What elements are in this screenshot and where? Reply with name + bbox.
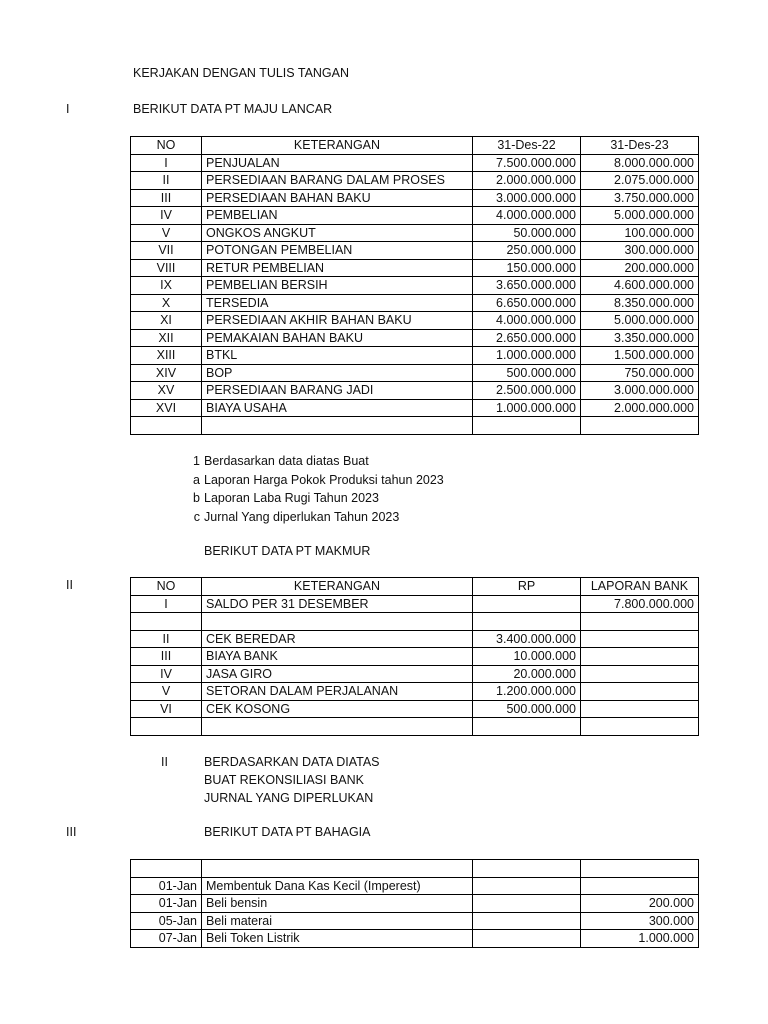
table-cell: X	[131, 294, 202, 312]
table-cell: 150.000.000	[473, 259, 581, 277]
table-cell: IX	[131, 277, 202, 295]
table-cell: 100.000.000	[581, 224, 699, 242]
table-cell: 10.000.000	[473, 648, 581, 666]
table-cell	[581, 877, 699, 895]
table-cell	[131, 860, 202, 878]
table-cell: 2.000.000.000	[473, 172, 581, 190]
table-cell: II	[131, 630, 202, 648]
section1-title: BERIKUT DATA PT MAJU LANCAR	[133, 102, 333, 116]
table-cell	[581, 648, 699, 666]
table-cell	[131, 613, 202, 631]
table-cell: 2.500.000.000	[473, 382, 581, 400]
table-cell	[581, 613, 699, 631]
table-cell	[473, 613, 581, 631]
table-row	[131, 347, 699, 365]
table-cell: XVI	[131, 399, 202, 417]
table-cell: 3.000.000.000	[581, 382, 699, 400]
table-makmur	[130, 577, 699, 736]
table-cell	[473, 718, 581, 736]
table-cell: 6.650.000.000	[473, 294, 581, 312]
table-row	[131, 364, 699, 382]
table-row	[131, 595, 699, 613]
table-row	[131, 312, 699, 330]
table-cell: TERSEDIA	[202, 294, 473, 312]
table-row	[131, 718, 699, 736]
table-cell	[473, 912, 581, 930]
task-text: Jurnal Yang diperlukan Tahun 2023	[204, 510, 400, 524]
table-cell: 3.350.000.000	[581, 329, 699, 347]
table-cell: 50.000.000	[473, 224, 581, 242]
table-row	[131, 172, 699, 190]
table-cell	[202, 860, 473, 878]
table-cell: 1.200.000.000	[473, 683, 581, 701]
table-cell	[131, 417, 202, 435]
table-cell: BIAYA BANK	[202, 648, 473, 666]
table-cell: PERSEDIAAN BARANG JADI	[202, 382, 473, 400]
table-bahagia	[130, 859, 699, 948]
task-marker: c	[193, 510, 200, 524]
table-row	[131, 630, 699, 648]
table-cell: 20.000.000	[473, 665, 581, 683]
task-text: Berdasarkan data diatas Buat	[204, 454, 369, 468]
table-cell	[581, 718, 699, 736]
table-cell: RETUR PEMBELIAN	[202, 259, 473, 277]
table-row	[131, 860, 699, 878]
section2-title: BERIKUT DATA PT MAKMUR	[204, 544, 371, 558]
table-row	[131, 399, 699, 417]
task-marker: b	[193, 491, 200, 505]
section3-number: III	[66, 825, 77, 839]
table-row	[131, 242, 699, 260]
table-cell: XV	[131, 382, 202, 400]
task2-line: BERDASARKAN DATA DIATAS	[204, 755, 380, 769]
table-maju-lancar	[130, 136, 699, 435]
table-cell: XIV	[131, 364, 202, 382]
table-cell: PEMAKAIAN BAHAN BAKU	[202, 329, 473, 347]
table-cell: XIII	[131, 347, 202, 365]
table-row	[131, 154, 699, 172]
table-row	[131, 665, 699, 683]
table-cell: V	[131, 224, 202, 242]
table-cell: 500.000.000	[473, 700, 581, 718]
table-cell: Beli bensin	[202, 895, 473, 913]
table-cell: PERSEDIAAN AKHIR BAHAN BAKU	[202, 312, 473, 330]
table-cell: 5.000.000.000	[581, 312, 699, 330]
column-header: RP	[473, 578, 581, 596]
table-cell: 200.000	[581, 895, 699, 913]
table-cell: IV	[131, 665, 202, 683]
table-cell: 3.400.000.000	[473, 630, 581, 648]
table-cell	[473, 877, 581, 895]
table-cell: 300.000.000	[581, 242, 699, 260]
table-cell: XI	[131, 312, 202, 330]
table-cell: IV	[131, 207, 202, 225]
table-cell: VII	[131, 242, 202, 260]
table-cell: VI	[131, 700, 202, 718]
table-cell: 4.600.000.000	[581, 277, 699, 295]
table-cell: 01-Jan	[131, 895, 202, 913]
table-cell: PEMBELIAN BERSIH	[202, 277, 473, 295]
table-cell: 2.075.000.000	[581, 172, 699, 190]
table-cell	[473, 930, 581, 948]
table-cell: 200.000.000	[581, 259, 699, 277]
table-row	[131, 877, 699, 895]
table-cell: XII	[131, 329, 202, 347]
table-row	[131, 895, 699, 913]
section3-title: BERIKUT DATA PT BAHAGIA	[204, 825, 371, 839]
table-header-row	[131, 578, 699, 596]
table-cell: CEK BEREDAR	[202, 630, 473, 648]
table-cell: BIAYA USAHA	[202, 399, 473, 417]
table-row	[131, 259, 699, 277]
table-cell: Membentuk Dana Kas Kecil (Imperest)	[202, 877, 473, 895]
column-header: 31-Des-22	[473, 137, 581, 155]
table-cell: 3.750.000.000	[581, 189, 699, 207]
table-cell	[581, 417, 699, 435]
table-cell: 1.000.000	[581, 930, 699, 948]
table-cell	[202, 417, 473, 435]
table-cell: PERSEDIAAN BAHAN BAKU	[202, 189, 473, 207]
task2-line: BUAT REKONSILIASI BANK	[204, 773, 365, 787]
table-row	[131, 930, 699, 948]
table-cell: JASA GIRO	[202, 665, 473, 683]
table-cell: II	[131, 172, 202, 190]
table-cell	[202, 718, 473, 736]
table-cell: SETORAN DALAM PERJALANAN	[202, 683, 473, 701]
column-header: KETERANGAN	[202, 137, 473, 155]
table-cell: VIII	[131, 259, 202, 277]
table-cell: 750.000.000	[581, 364, 699, 382]
table-cell: 4.000.000.000	[473, 207, 581, 225]
table-row	[131, 912, 699, 930]
table-cell: III	[131, 648, 202, 666]
table-cell	[473, 860, 581, 878]
table-cell: BTKL	[202, 347, 473, 365]
table-cell: 07-Jan	[131, 930, 202, 948]
task-text: Laporan Laba Rugi Tahun 2023	[204, 491, 379, 505]
instruction-text: KERJAKAN DENGAN TULIS TANGAN	[133, 66, 350, 80]
table-cell: 2.000.000.000	[581, 399, 699, 417]
table-cell: I	[131, 595, 202, 613]
table-cell: 500.000.000	[473, 364, 581, 382]
table-cell	[581, 630, 699, 648]
table-row	[131, 683, 699, 701]
table-row	[131, 417, 699, 435]
table-cell: Beli materai	[202, 912, 473, 930]
table-row	[131, 189, 699, 207]
table-cell: SALDO PER 31 DESEMBER	[202, 595, 473, 613]
task2-line: JURNAL YANG DIPERLUKAN	[204, 791, 374, 805]
table-cell: 4.000.000.000	[473, 312, 581, 330]
table-cell	[473, 417, 581, 435]
column-header: NO	[131, 578, 202, 596]
task2-marker: II	[161, 755, 168, 769]
task-marker: 1	[193, 454, 200, 468]
table-row	[131, 648, 699, 666]
table-row	[131, 224, 699, 242]
table-cell: 7.800.000.000	[581, 595, 699, 613]
table-cell: 1.000.000.000	[473, 347, 581, 365]
table-cell: 8.350.000.000	[581, 294, 699, 312]
table-cell: 2.650.000.000	[473, 329, 581, 347]
table-cell: PERSEDIAAN BARANG DALAM PROSES	[202, 172, 473, 190]
table-row	[131, 294, 699, 312]
table-cell: PENJUALAN	[202, 154, 473, 172]
table-cell: PEMBELIAN	[202, 207, 473, 225]
table-cell: 05-Jan	[131, 912, 202, 930]
table-row	[131, 382, 699, 400]
table-cell	[131, 718, 202, 736]
table-cell: 01-Jan	[131, 877, 202, 895]
table-cell: Beli Token Listrik	[202, 930, 473, 948]
table-cell: POTONGAN PEMBELIAN	[202, 242, 473, 260]
task-text: Laporan Harga Pokok Produksi tahun 2023	[204, 473, 444, 487]
table-cell	[473, 595, 581, 613]
table-cell: 5.000.000.000	[581, 207, 699, 225]
table-cell	[581, 683, 699, 701]
table-cell: 250.000.000	[473, 242, 581, 260]
section2-number: II	[66, 578, 73, 592]
table-cell: 3.650.000.000	[473, 277, 581, 295]
task-marker: a	[193, 473, 200, 487]
table-cell: 1.000.000.000	[473, 399, 581, 417]
column-header: 31-Des-23	[581, 137, 699, 155]
table-cell	[473, 895, 581, 913]
table-row	[131, 329, 699, 347]
table-cell: BOP	[202, 364, 473, 382]
column-header: NO	[131, 137, 202, 155]
table-cell: 7.500.000.000	[473, 154, 581, 172]
column-header: LAPORAN BANK	[581, 578, 699, 596]
table-cell: CEK KOSONG	[202, 700, 473, 718]
table-cell	[581, 700, 699, 718]
table-cell: I	[131, 154, 202, 172]
table-header-row	[131, 137, 699, 155]
table-row	[131, 207, 699, 225]
column-header: KETERANGAN	[202, 578, 473, 596]
table-row	[131, 700, 699, 718]
table-cell: 300.000	[581, 912, 699, 930]
table-cell	[581, 860, 699, 878]
table-cell: 3.000.000.000	[473, 189, 581, 207]
table-cell: ONGKOS ANGKUT	[202, 224, 473, 242]
table-cell: III	[131, 189, 202, 207]
table-cell: 1.500.000.000	[581, 347, 699, 365]
section1-number: I	[66, 102, 70, 116]
table-row	[131, 277, 699, 295]
table-row	[131, 613, 699, 631]
table-cell	[202, 613, 473, 631]
table-cell	[581, 665, 699, 683]
table-cell: 8.000.000.000	[581, 154, 699, 172]
table-cell: V	[131, 683, 202, 701]
